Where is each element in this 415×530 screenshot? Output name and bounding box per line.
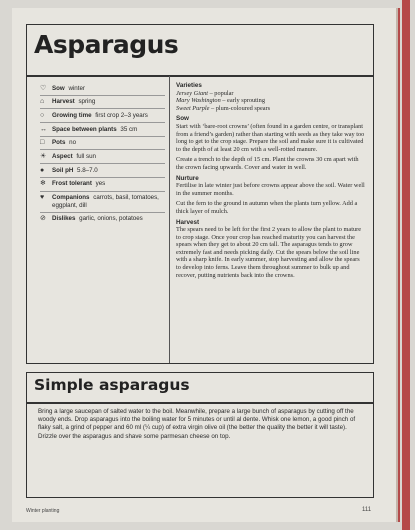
growing-facts-list bbox=[40, 82, 165, 225]
page-title: Asparagus bbox=[34, 30, 179, 59]
fact-value: garlic, onions, potatoes bbox=[79, 215, 143, 223]
fact-row bbox=[40, 82, 165, 96]
fact-label: Companions bbox=[52, 194, 90, 202]
pots-icon: □ bbox=[40, 139, 45, 147]
recipe-title: Simple asparagus bbox=[34, 376, 190, 394]
nurture-heading: Nurture bbox=[176, 174, 199, 182]
harvest-paragraph: The spears need to be left for the first 2 years to allow the plant to mature to crop stage. Once your crop has reached maturity you can harvest the spears when they get to about 20 cm tall. The asparagus tends to grow extremely fast and needs picking daily. Cut the spears below the soil line with a sharp knife. In early summer, stop harvesting and allow the spears to develop into ferns. Leave them throughout summer to bulk up and recover, putting nutrients back into the crowns. bbox=[176, 226, 361, 279]
fact-row bbox=[40, 150, 165, 164]
companions-icon: ♥ bbox=[40, 194, 45, 202]
variety-desc: – early sprouting bbox=[220, 97, 265, 105]
fact-value: full sun bbox=[76, 153, 96, 161]
frost-icon: ❄ bbox=[40, 180, 46, 188]
fact-value: 5.8–7.0 bbox=[77, 166, 98, 174]
fact-label: Pots bbox=[52, 139, 66, 147]
fact-value: carrots, basil, tomatoes, eggplant, dill bbox=[52, 194, 159, 209]
fact-value: spring bbox=[78, 98, 96, 106]
sow-paragraph-1: Start with ‘bare-root crowns’ (often found in a garden centre, or transplant from a friend’s garden) rather than starting with seeds as they take way too long to get to the crop stage. Prepare the soil and make sure it is cultivated to the depth of at least 20 cm with a well-rotted manure. bbox=[176, 122, 365, 153]
fact-value: first crop 2–3 years bbox=[95, 111, 148, 119]
fact-label: Harvest bbox=[52, 98, 75, 106]
varieties-heading: Varieties bbox=[176, 82, 202, 89]
section-footer: Winter planting bbox=[26, 508, 60, 514]
variety-item bbox=[176, 105, 366, 113]
sow-paragraph-2: Create a trench to the depth of 15 cm. Plant the crowns 30 cm apart with the crown facing upwards. Cover and water in well. bbox=[176, 156, 359, 171]
variety-item bbox=[176, 97, 366, 105]
nurture-paragraph-2: Cut the fern to the ground in autumn when the plants turn yellow. Add a thick layer of mulch. bbox=[176, 200, 358, 215]
fact-label: Dislikes bbox=[52, 215, 76, 223]
fact-row bbox=[40, 192, 165, 213]
fact-value: yes bbox=[95, 180, 106, 188]
fact-row bbox=[40, 137, 165, 151]
fact-value: no bbox=[69, 139, 77, 147]
fact-row bbox=[40, 96, 165, 110]
growing-info bbox=[176, 82, 366, 282]
varieties-list bbox=[176, 90, 366, 113]
fact-label: Frost tolerant bbox=[52, 180, 92, 188]
dislikes-icon: ⊘ bbox=[40, 215, 46, 223]
sow-icon: ♡ bbox=[40, 84, 47, 92]
fact-row bbox=[40, 213, 165, 226]
fact-label: Aspect bbox=[52, 153, 73, 161]
sow-heading: Sow bbox=[176, 115, 189, 123]
fact-label: Growing time bbox=[52, 111, 92, 119]
harvest-heading: Harvest bbox=[176, 218, 200, 226]
book-edge bbox=[402, 0, 410, 530]
fact-row bbox=[40, 109, 165, 123]
variety-desc: – popular bbox=[208, 89, 234, 97]
fact-row bbox=[40, 178, 165, 192]
variety-name: Sweet Purple bbox=[176, 104, 210, 112]
recipe-text: Bring a large saucepan of salted water to the boil. Meanwhile, prepare a large bunch of asparagus by cutting off the woody ends. Drop asparagus into the boiling water for 5 minutes or until al dente. Whisk one lemon, a good pinch of flaky salt, a grind of pepper and 60 ml (¼ cup) of extra virgin olive oil (the better the quality the better it will taste). Drizzle over the asparagus and shave some parmesan cheese on top. bbox=[38, 408, 356, 440]
recipe-divider bbox=[26, 402, 374, 404]
soil-ph-icon: ● bbox=[40, 166, 45, 174]
column-divider bbox=[169, 76, 170, 363]
fact-label: Soil pH bbox=[52, 166, 74, 174]
variety-name: Mary Washington bbox=[176, 97, 221, 105]
nurture-paragraph-1: Fertilise in late winter just before crowns appear above the soil. Water well in the summer months. bbox=[176, 182, 365, 197]
aspect-icon: ☀ bbox=[40, 153, 47, 161]
title-divider bbox=[26, 75, 374, 77]
growing-time-icon: ○ bbox=[40, 111, 45, 119]
fact-row bbox=[40, 123, 165, 137]
fact-label: Space between plants bbox=[52, 125, 117, 133]
fact-value: winter bbox=[68, 84, 85, 92]
fact-label: Sow bbox=[52, 84, 65, 92]
harvest-icon: ⌂ bbox=[40, 98, 45, 106]
fact-value: 35 cm bbox=[120, 125, 138, 133]
variety-item bbox=[176, 90, 366, 98]
spacing-icon: ↔ bbox=[40, 125, 47, 133]
variety-name: Jersey Giant bbox=[176, 89, 208, 97]
fact-row bbox=[40, 164, 165, 178]
page-number: 111 bbox=[362, 507, 372, 513]
variety-desc: – plum-coloured spears bbox=[209, 104, 271, 112]
